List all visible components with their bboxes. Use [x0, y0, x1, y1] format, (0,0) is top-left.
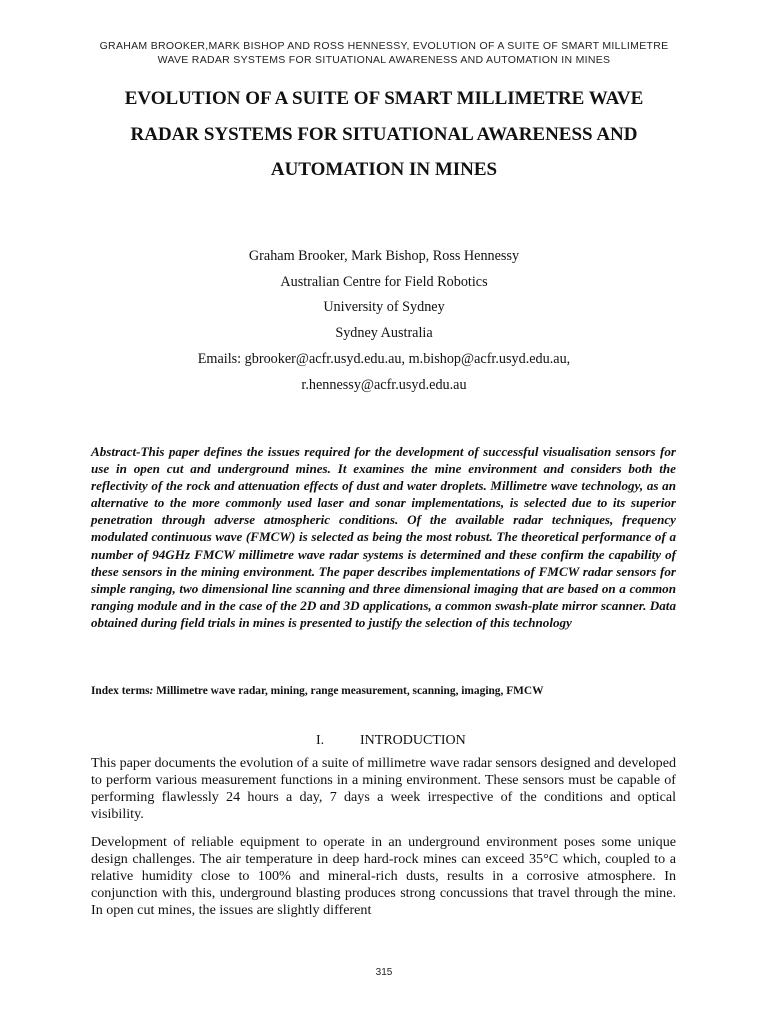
index-terms-colon: :: [149, 685, 154, 697]
paper-title-line-3: AUTOMATION IN MINES: [270, 159, 498, 180]
author-block: [60, 244, 708, 398]
author-emails-line-2: r.hennessy@acfr.usyd.edu.au: [301, 376, 467, 393]
page-number: 315: [375, 967, 393, 978]
author-location: Sydney Australia: [335, 325, 433, 342]
author-emails-line-1: Emails: gbrooker@acfr.usyd.edu.au, m.bishop@acfr.usyd.edu.au,: [197, 350, 571, 367]
author-university: University of Sydney: [323, 299, 445, 316]
section-number: I.: [316, 733, 325, 748]
running-header-line-2: WAVE RADAR SYSTEMS FOR SITUATIONAL AWARENESS AND AUTOMATION IN MINES: [157, 53, 611, 66]
running-header: [60, 40, 708, 67]
index-terms-label: Index terms: [91, 685, 150, 697]
author-affiliation: Australian Centre for Field Robotics: [280, 273, 488, 290]
body-paragraph-2: Development of reliable equipment to operate in an underground environment poses some unique design challenges. The air temperature in deep hard-rock mines can exceed 35°C which, coupled to a relative humidity close to 100% and mineral-rich dusts, results in a corrosive atmosphere. In conjunction with this, underground blasting produces strong concussions that travel through the mine. In open cut mines, the issues are slightly different: [91, 834, 676, 918]
section-name: INTRODUCTION: [360, 733, 466, 748]
index-terms: [91, 684, 691, 698]
paper-title-line-1: EVOLUTION OF A SUITE OF SMART MILLIMETRE WAVE: [124, 88, 644, 109]
author-names: Graham Brooker, Mark Bishop, Ross Hennessy: [248, 248, 520, 264]
index-terms-text: Millimetre wave radar, mining, range measurement, scanning, imaging, FMCW: [153, 685, 544, 697]
paper-title-line-2: RADAR SYSTEMS FOR SITUATIONAL AWARENESS AND: [130, 123, 638, 145]
body-paragraph-1: This paper documents the evolution of a suite of millimetre wave radar sensors designed and developed to perform various measurement functions in a mining environment. These sensors must be capable of performing flawlessly 24 hours a day, 7 days a week irrespective of the conditions and optical visibility.: [91, 755, 676, 822]
paper-title: [60, 81, 708, 188]
running-header-line-1: GRAHAM BROOKER,MARK BISHOP AND ROSS HENNESSY, EVOLUTION OF A SUITE OF SMART MILLIMETRE: [99, 40, 669, 52]
abstract: Abstract-This paper defines the issues required for the development of successful visualisation sensors for use in open cut and underground mines. It examines the mine environment and considers both the reflectivity of the rock and attenuation effects of dust and water droplets. Millimetre wave technology, as an alternative to the more commonly used laser and sonar implementations, is selected due to its superior penetration through adverse atmospheric conditions. Of the available radar techniques, frequency modulated continuous wave (FMCW) is selected as being the most robust. The theoretical performance of a number of 94GHz FMCW millimetre wave radar systems is determined and these confirm the capability of these sensors in the mining environment. The paper describes implementations of FMCW radar sensors for simple ranging, two dimensional line scanning and three dimensional imaging that are based on a common ranging module and in the case of the 2D and 3D applications, a common swash-plate mirror scanner. Data obtained during field trials in mines is presented to justify the selection of this technology: [91, 444, 676, 630]
